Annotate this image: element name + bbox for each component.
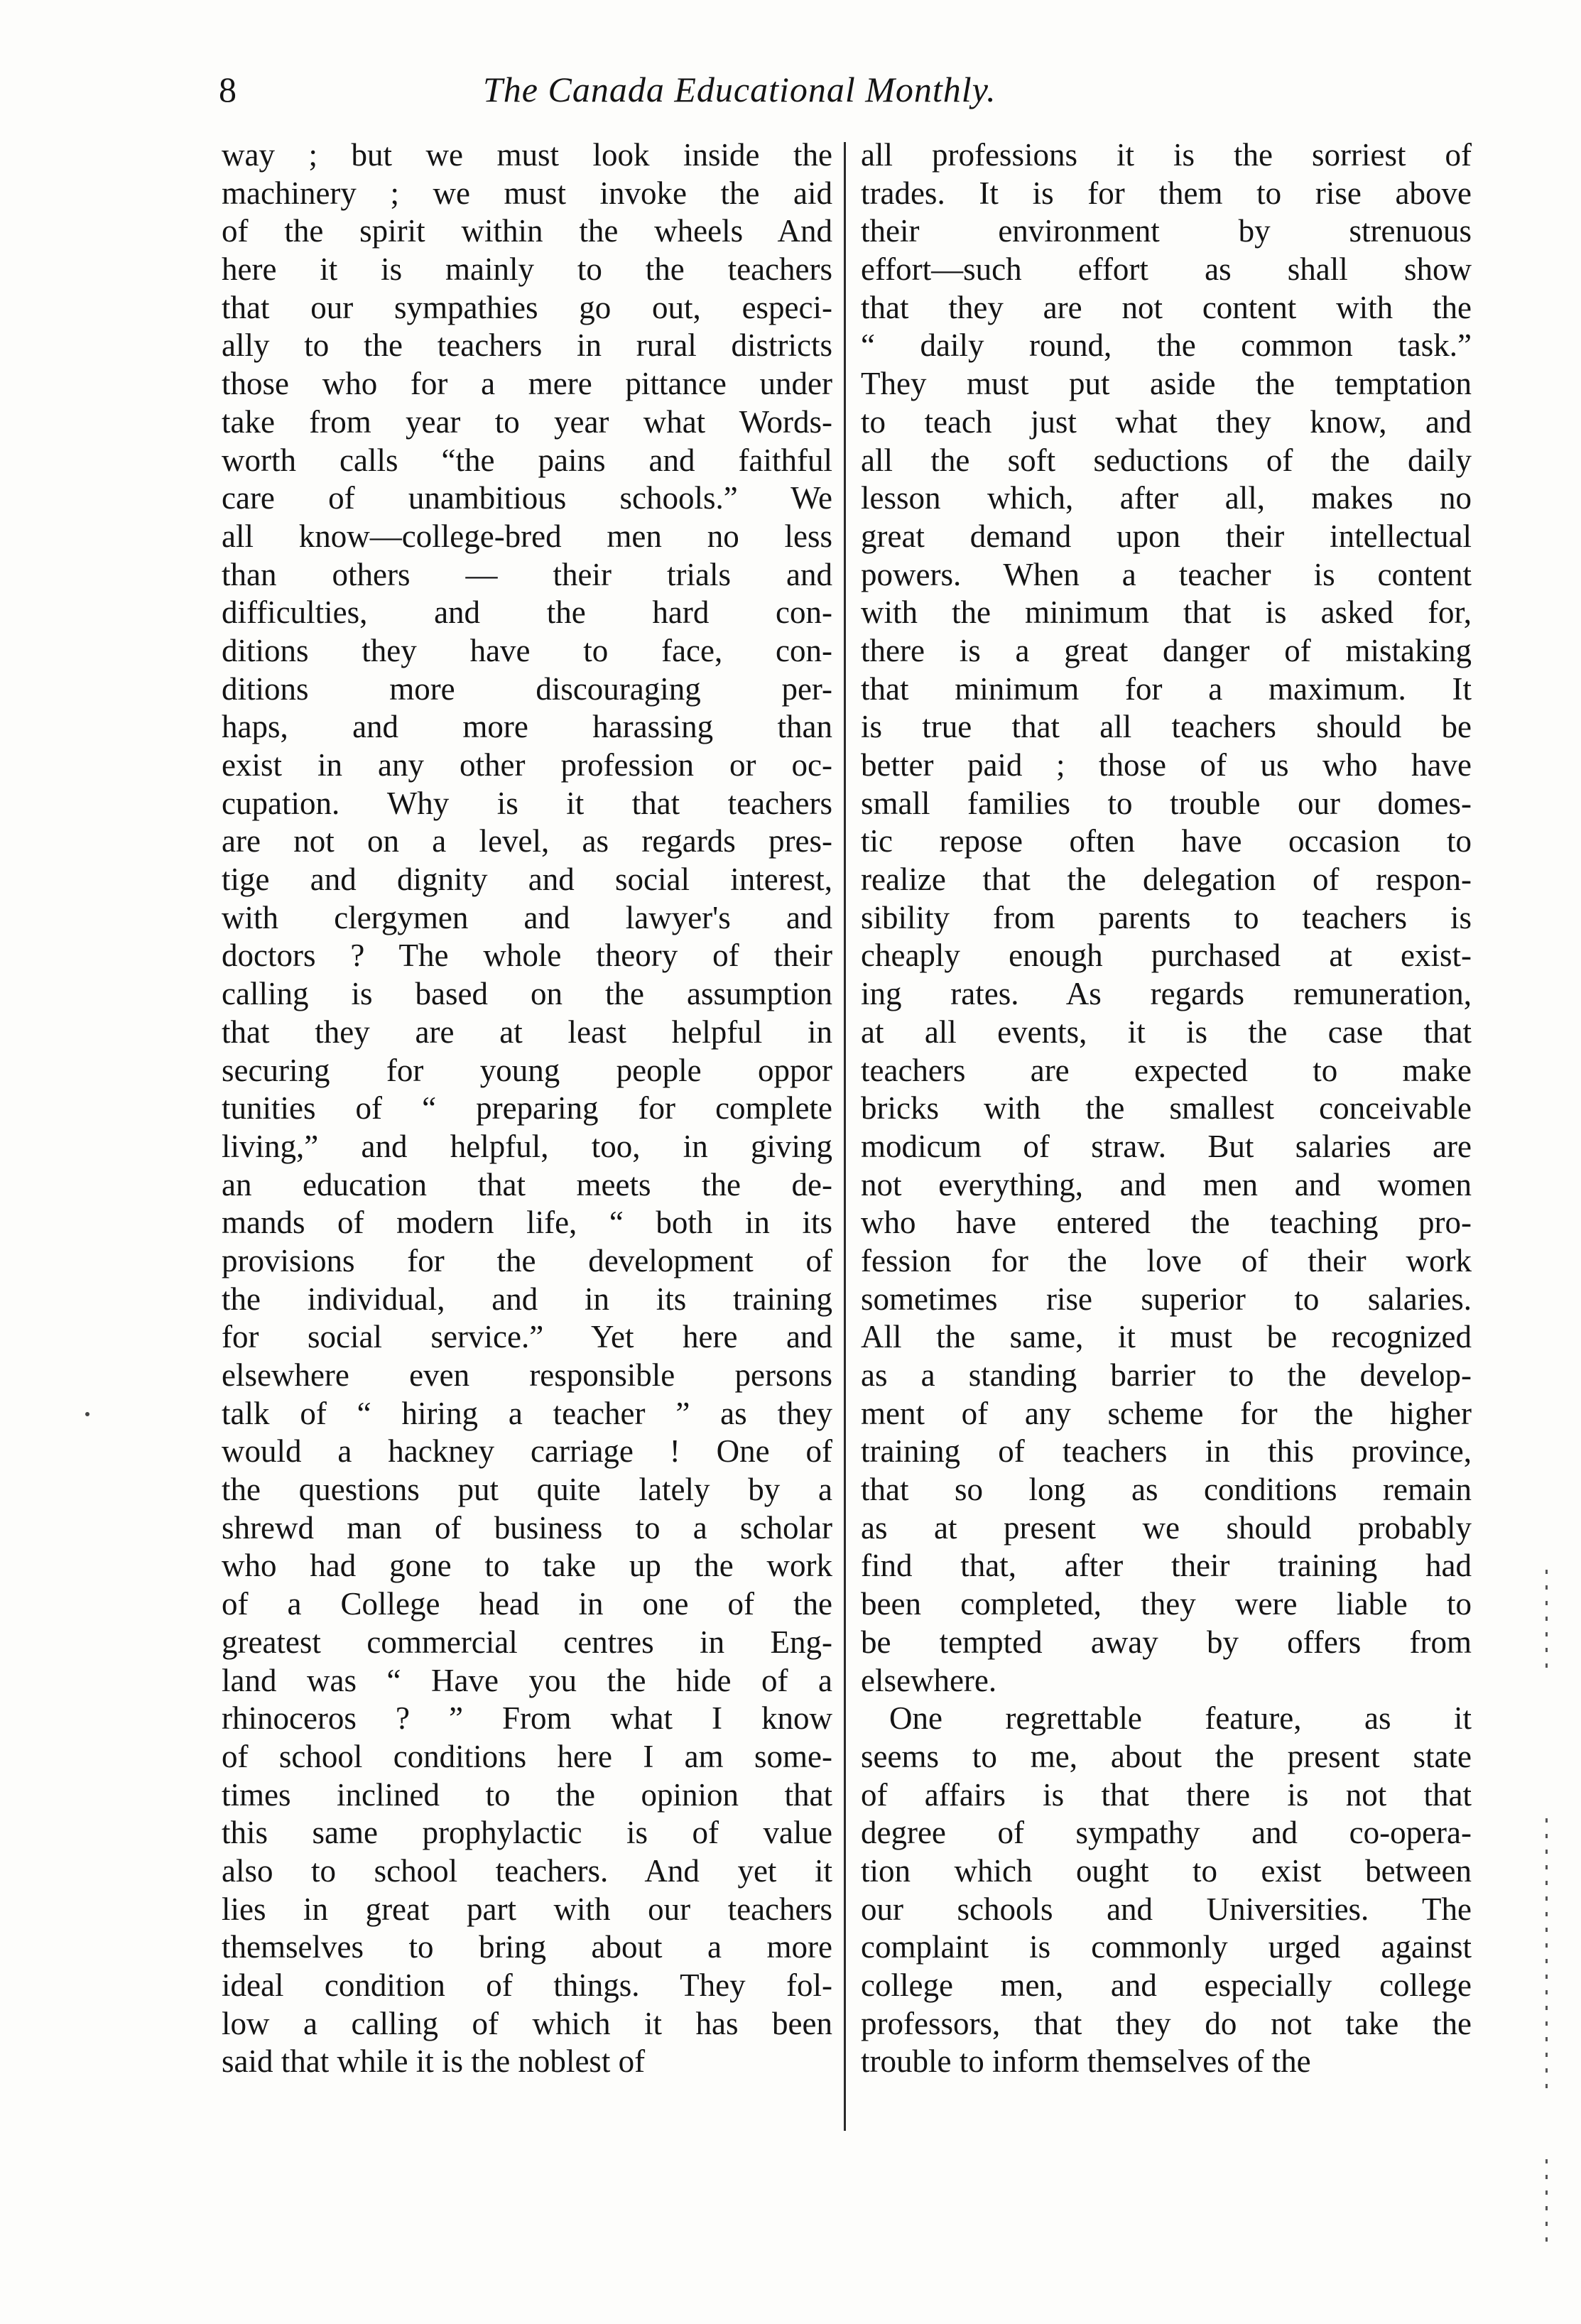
- text-line: find that, after their training had: [861, 1548, 1472, 1584]
- text-line: been completed, they were liable to: [861, 1586, 1472, 1622]
- margin-mark: [1545, 1570, 1548, 1676]
- text-line: cheaply enough purchased at exist-: [861, 938, 1472, 974]
- text-line: lesson which, after all, makes no: [861, 480, 1472, 516]
- text-line: land was “ Have you the hide of a: [222, 1662, 832, 1698]
- text-line: who had gone to take up the work: [222, 1548, 832, 1584]
- text-line: sibility from parents to teachers is: [861, 899, 1472, 935]
- text-line: ally to the teachers in rural districts: [222, 327, 832, 364]
- text-line: calling is based on the assumption: [222, 976, 832, 1012]
- text-line: all the soft seductions of the daily: [861, 442, 1472, 478]
- text-line: training of teachers in this province,: [861, 1433, 1472, 1470]
- text-line: with the minimum that is asked for,: [861, 594, 1472, 631]
- margin-mark: [1545, 1818, 1548, 2088]
- text-line: worth calls “the pains and faithful: [222, 442, 832, 478]
- text-line: the questions put quite lately by a: [222, 1472, 832, 1508]
- text-line: ing rates. As regards remuneration,: [861, 976, 1472, 1012]
- text-line: degree of sympathy and co-opera-: [861, 1815, 1472, 1851]
- text-line: mands of modern life, “ both in its: [222, 1205, 832, 1241]
- text-line: haps, and more harassing than: [222, 709, 832, 745]
- left-column: [222, 136, 832, 2081]
- text-line: all professions it is the sorriest of: [861, 137, 1472, 173]
- text-line: difficulties, and the hard con-: [222, 594, 832, 631]
- text-line: They must put aside the temptation: [861, 366, 1472, 402]
- text-line: tic repose often have occasion to: [861, 823, 1472, 859]
- text-line: as at present we should probably: [861, 1509, 1472, 1546]
- text-line: all know—college-bred men no less: [222, 518, 832, 554]
- text-line: college men, and especially college: [861, 1967, 1472, 2003]
- text-line: seems to me, about the present state: [861, 1738, 1472, 1774]
- text-line: that so long as conditions remain: [861, 1472, 1472, 1508]
- text-line: securing for young people oppor: [222, 1052, 832, 1088]
- text-line: our schools and Universities. The: [861, 1891, 1472, 1927]
- text-line: that they are not content with the: [861, 289, 1472, 325]
- text-line: those who for a mere pittance under: [222, 366, 832, 402]
- text-line: here it is mainly to the teachers: [222, 251, 832, 288]
- text-line: exist in any other profession or oc-: [222, 747, 832, 783]
- text-line: to teach just what they know, and: [861, 403, 1472, 440]
- text-line: professors, that they do not take the: [861, 2005, 1472, 2041]
- text-line: take from year to year what Words-: [222, 403, 832, 440]
- text-line: greatest commercial centres in Eng-: [222, 1624, 832, 1660]
- text-line: modicum of straw. But salaries are: [861, 1128, 1472, 1164]
- text-line: than others — their trials and: [222, 556, 832, 592]
- text-line: provisions for the development of: [222, 1242, 832, 1278]
- text-line: “ daily round, the common task.”: [861, 327, 1472, 364]
- page-header: [213, 61, 1477, 118]
- text-line: small families to trouble our domes-: [861, 785, 1472, 821]
- text-line: complaint is commonly urged against: [861, 1929, 1472, 1965]
- text-line: is true that all teachers should be: [861, 709, 1472, 745]
- text-line: for social service.” Yet here and: [222, 1319, 832, 1355]
- text-line: there is a great danger of mistaking: [861, 632, 1472, 668]
- column-divider: [844, 142, 846, 2131]
- text-line: an education that meets the de-: [222, 1166, 832, 1202]
- text-line: that our sympathies go out, especi-: [222, 289, 832, 325]
- page-number: 8: [219, 70, 237, 109]
- text-line: of a College head in one of the: [222, 1586, 832, 1622]
- text-line: ditions more discouraging per-: [222, 670, 832, 707]
- text-line: as a standing barrier to the develop-: [861, 1357, 1472, 1393]
- right-column: [861, 136, 1472, 2081]
- text-line: would a hackney carriage ! One of: [222, 1433, 832, 1470]
- text-line: elsewhere even responsible persons: [222, 1357, 832, 1393]
- text-line: the individual, and in its training: [222, 1281, 832, 1317]
- text-line: fession for the love of their work: [861, 1242, 1472, 1278]
- text-line: ment of any scheme for the higher: [861, 1395, 1472, 1431]
- text-line: not everything, and men and women: [861, 1166, 1472, 1202]
- text-line: better paid ; those of us who have: [861, 747, 1472, 783]
- text-line: machinery ; we must invoke the aid: [222, 175, 832, 211]
- text-line: elsewhere.: [861, 1662, 997, 1698]
- text-line: bricks with the smallest conceivable: [861, 1090, 1472, 1126]
- text-line: who have entered the teaching pro-: [861, 1205, 1472, 1241]
- text-line: of affairs is that there is not that: [861, 1776, 1472, 1813]
- text-line: of school conditions here I am some-: [222, 1738, 832, 1774]
- margin-mark: [1545, 2159, 1548, 2244]
- margin-speck: [85, 1412, 89, 1416]
- text-line: that they are at least helpful in: [222, 1014, 832, 1050]
- text-line: living,” and helpful, too, in giving: [222, 1128, 832, 1164]
- text-line: realize that the delegation of respon-: [861, 862, 1472, 898]
- running-title: The Canada Educational Monthly.: [483, 70, 996, 109]
- text-line: teachers are expected to make: [861, 1052, 1472, 1088]
- text-line: low a calling of which it has been: [222, 2005, 832, 2041]
- text-line: care of unambitious schools.” We: [222, 480, 832, 516]
- text-line: with clergymen and lawyer's and: [222, 899, 832, 935]
- text-line: One regrettable feature, as it: [889, 1700, 1472, 1737]
- text-line: trades. It is for them to rise above: [861, 175, 1472, 211]
- text-line: said that while it is the noblest of: [222, 2043, 646, 2080]
- text-line: tige and dignity and social interest,: [222, 862, 832, 898]
- text-line: times inclined to the opinion that: [222, 1776, 832, 1813]
- text-line: great demand upon their intellectual: [861, 518, 1472, 554]
- text-line: way ; but we must look inside the: [222, 137, 832, 173]
- text-line: this same prophylactic is of value: [222, 1815, 832, 1851]
- text-line: All the same, it must be recognized: [861, 1319, 1472, 1355]
- text-line: cupation. Why is it that teachers: [222, 785, 832, 821]
- text-line: doctors ? The whole theory of their: [222, 938, 832, 974]
- text-line: effort—such effort as shall show: [861, 251, 1472, 288]
- text-line: powers. When a teacher is content: [861, 556, 1472, 592]
- text-line: that minimum for a maximum. It: [861, 670, 1472, 707]
- text-line: of the spirit within the wheels And: [222, 213, 832, 249]
- text-line: their environment by strenuous: [861, 213, 1472, 249]
- text-line: be tempted away by offers from: [861, 1624, 1472, 1660]
- text-line: talk of “ hiring a teacher ” as they: [222, 1395, 832, 1431]
- text-line: are not on a level, as regards pres-: [222, 823, 832, 859]
- text-line: ditions they have to face, con-: [222, 632, 832, 668]
- text-line: rhinoceros ? ” From what I know: [222, 1700, 832, 1737]
- text-line: trouble to inform themselves of the: [861, 2043, 1311, 2080]
- text-line: tion which ought to exist between: [861, 1852, 1472, 1889]
- text-line: tunities of “ preparing for complete: [222, 1090, 832, 1126]
- text-line: at all events, it is the case that: [861, 1014, 1472, 1050]
- text-line: also to school teachers. And yet it: [222, 1852, 832, 1889]
- text-line: ideal condition of things. They fol-: [222, 1967, 832, 2003]
- text-line: shrewd man of business to a scholar: [222, 1509, 832, 1546]
- text-line: themselves to bring about a more: [222, 1929, 832, 1965]
- text-line: sometimes rise superior to salaries.: [861, 1281, 1472, 1317]
- text-line: lies in great part with our teachers: [222, 1891, 832, 1927]
